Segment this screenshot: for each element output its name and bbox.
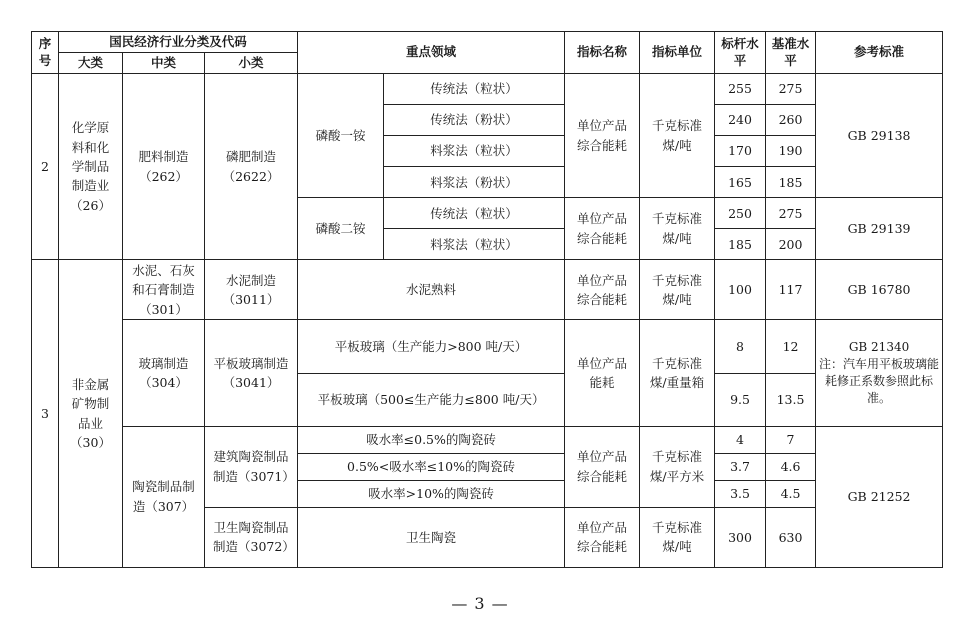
energy-benchmark-table	[31, 31, 943, 568]
header-major: 大类	[59, 53, 123, 74]
baseline-cell: 200	[766, 229, 816, 260]
benchmark-cell: 3.7	[715, 453, 766, 480]
benchmark-cell: 100	[715, 260, 766, 320]
reference-cell: GB 16780	[816, 260, 943, 320]
focus-cell: 平板玻璃（500≤生产能力≤800 吨/天）	[298, 373, 565, 426]
indicator-name-cell: 单位产品能耗	[565, 320, 640, 426]
focus-cell: 0.5%<吸水率≤10%的陶瓷砖	[298, 453, 565, 480]
method-cell: 传统法（粒状）	[384, 198, 565, 229]
baseline-cell: 630	[766, 507, 816, 567]
benchmark-cell: 300	[715, 507, 766, 567]
benchmark-cell: 185	[715, 229, 766, 260]
medium-category-cell: 水泥、石灰和石膏制造（301）	[123, 260, 205, 320]
indicator-unit-cell: 千克标准煤/重量箱	[640, 320, 715, 426]
reference-cell: GB 29138	[816, 74, 943, 198]
focus-cell: 吸水率≤0.5%的陶瓷砖	[298, 426, 565, 453]
indicator-name-cell: 单位产品综合能耗	[565, 260, 640, 320]
baseline-cell: 117	[766, 260, 816, 320]
medium-category-cell: 玻璃制造（304）	[123, 320, 205, 426]
header-reference: 参考标准	[816, 32, 943, 74]
benchmark-cell: 8	[715, 320, 766, 373]
method-cell: 传统法（粉状）	[384, 105, 565, 136]
focus-cell: 卫生陶瓷	[298, 507, 565, 567]
header-indicator-unit: 指标单位	[640, 32, 715, 74]
reference-cell: GB 29139	[816, 198, 943, 260]
benchmark-cell: 240	[715, 105, 766, 136]
seq-cell: 3	[32, 260, 59, 568]
baseline-cell: 4.5	[766, 480, 816, 507]
major-category-cell: 非金属矿物制品业（30）	[59, 260, 123, 568]
header-industry-group: 国民经济行业分类及代码	[59, 32, 298, 53]
baseline-cell: 275	[766, 74, 816, 105]
indicator-unit-cell: 千克标准煤/平方米	[640, 426, 715, 507]
baseline-cell: 13.5	[766, 373, 816, 426]
header-medium: 中类	[123, 53, 205, 74]
header-seq: 序号	[32, 32, 59, 74]
medium-category-cell: 陶瓷制品制造（307）	[123, 426, 205, 567]
indicator-name-cell: 单位产品综合能耗	[565, 198, 640, 260]
baseline-cell: 7	[766, 426, 816, 453]
indicator-unit-cell: 千克标准煤/吨	[640, 260, 715, 320]
indicator-unit-cell: 千克标准煤/吨	[640, 74, 715, 198]
minor-category-cell: 卫生陶瓷制品制造（3072）	[205, 507, 298, 567]
reference-standard: GB 21340	[848, 340, 910, 355]
indicator-name-cell: 单位产品综合能耗	[565, 507, 640, 567]
page-number: — 3 —	[451, 594, 509, 613]
minor-category-cell: 磷肥制造（2622）	[205, 74, 298, 260]
baseline-cell: 260	[766, 105, 816, 136]
header-indicator-name: 指标名称	[565, 32, 640, 74]
product-cell: 磷酸一铵	[298, 74, 384, 198]
focus-cell: 吸水率>10%的陶瓷砖	[298, 480, 565, 507]
header-focus-area: 重点领域	[298, 32, 565, 74]
indicator-unit-cell: 千克标准煤/吨	[640, 198, 715, 260]
baseline-cell: 190	[766, 136, 816, 167]
medium-category-cell: 肥料制造（262）	[123, 74, 205, 260]
benchmark-cell: 165	[715, 167, 766, 198]
product-cell: 磷酸二铵	[298, 198, 384, 260]
table-row	[32, 74, 943, 105]
reference-cell: GB 21252	[816, 426, 943, 567]
header-row	[32, 32, 943, 53]
benchmark-cell: 9.5	[715, 373, 766, 426]
table-row	[32, 426, 943, 453]
header-minor: 小类	[205, 53, 298, 74]
table-row	[32, 260, 943, 320]
baseline-cell: 4.6	[766, 453, 816, 480]
benchmark-cell: 170	[715, 136, 766, 167]
benchmark-cell: 3.5	[715, 480, 766, 507]
method-cell: 料浆法（粒状）	[384, 229, 565, 260]
minor-category-cell: 平板玻璃制造（3041）	[205, 320, 298, 426]
header-baseline: 基准水平	[766, 32, 816, 74]
focus-cell: 平板玻璃（生产能力>800 吨/天）	[298, 320, 565, 373]
benchmark-cell: 4	[715, 426, 766, 453]
baseline-cell: 185	[766, 167, 816, 198]
indicator-unit-cell: 千克标准煤/吨	[640, 507, 715, 567]
minor-category-cell: 水泥制造（3011）	[205, 260, 298, 320]
reference-note: 注：汽车用平板玻璃能耗修正系数参照此标准。	[819, 357, 940, 405]
benchmark-cell: 250	[715, 198, 766, 229]
indicator-name-cell: 单位产品综合能耗	[565, 74, 640, 198]
focus-cell: 水泥熟料	[298, 260, 565, 320]
indicator-name-cell: 单位产品综合能耗	[565, 426, 640, 507]
reference-cell	[816, 320, 943, 426]
seq-cell: 2	[32, 74, 59, 260]
baseline-cell: 275	[766, 198, 816, 229]
method-cell: 传统法（粒状）	[384, 74, 565, 105]
benchmark-cell: 255	[715, 74, 766, 105]
method-cell: 料浆法（粉状）	[384, 167, 565, 198]
method-cell: 料浆法（粒状）	[384, 136, 565, 167]
major-category-cell: 化学原料和化学制品制造业（26）	[59, 74, 123, 260]
table-row	[32, 320, 943, 373]
minor-category-cell: 建筑陶瓷制品制造（3071）	[205, 426, 298, 507]
baseline-cell: 12	[766, 320, 816, 373]
header-benchmark: 标杆水平	[715, 32, 766, 74]
